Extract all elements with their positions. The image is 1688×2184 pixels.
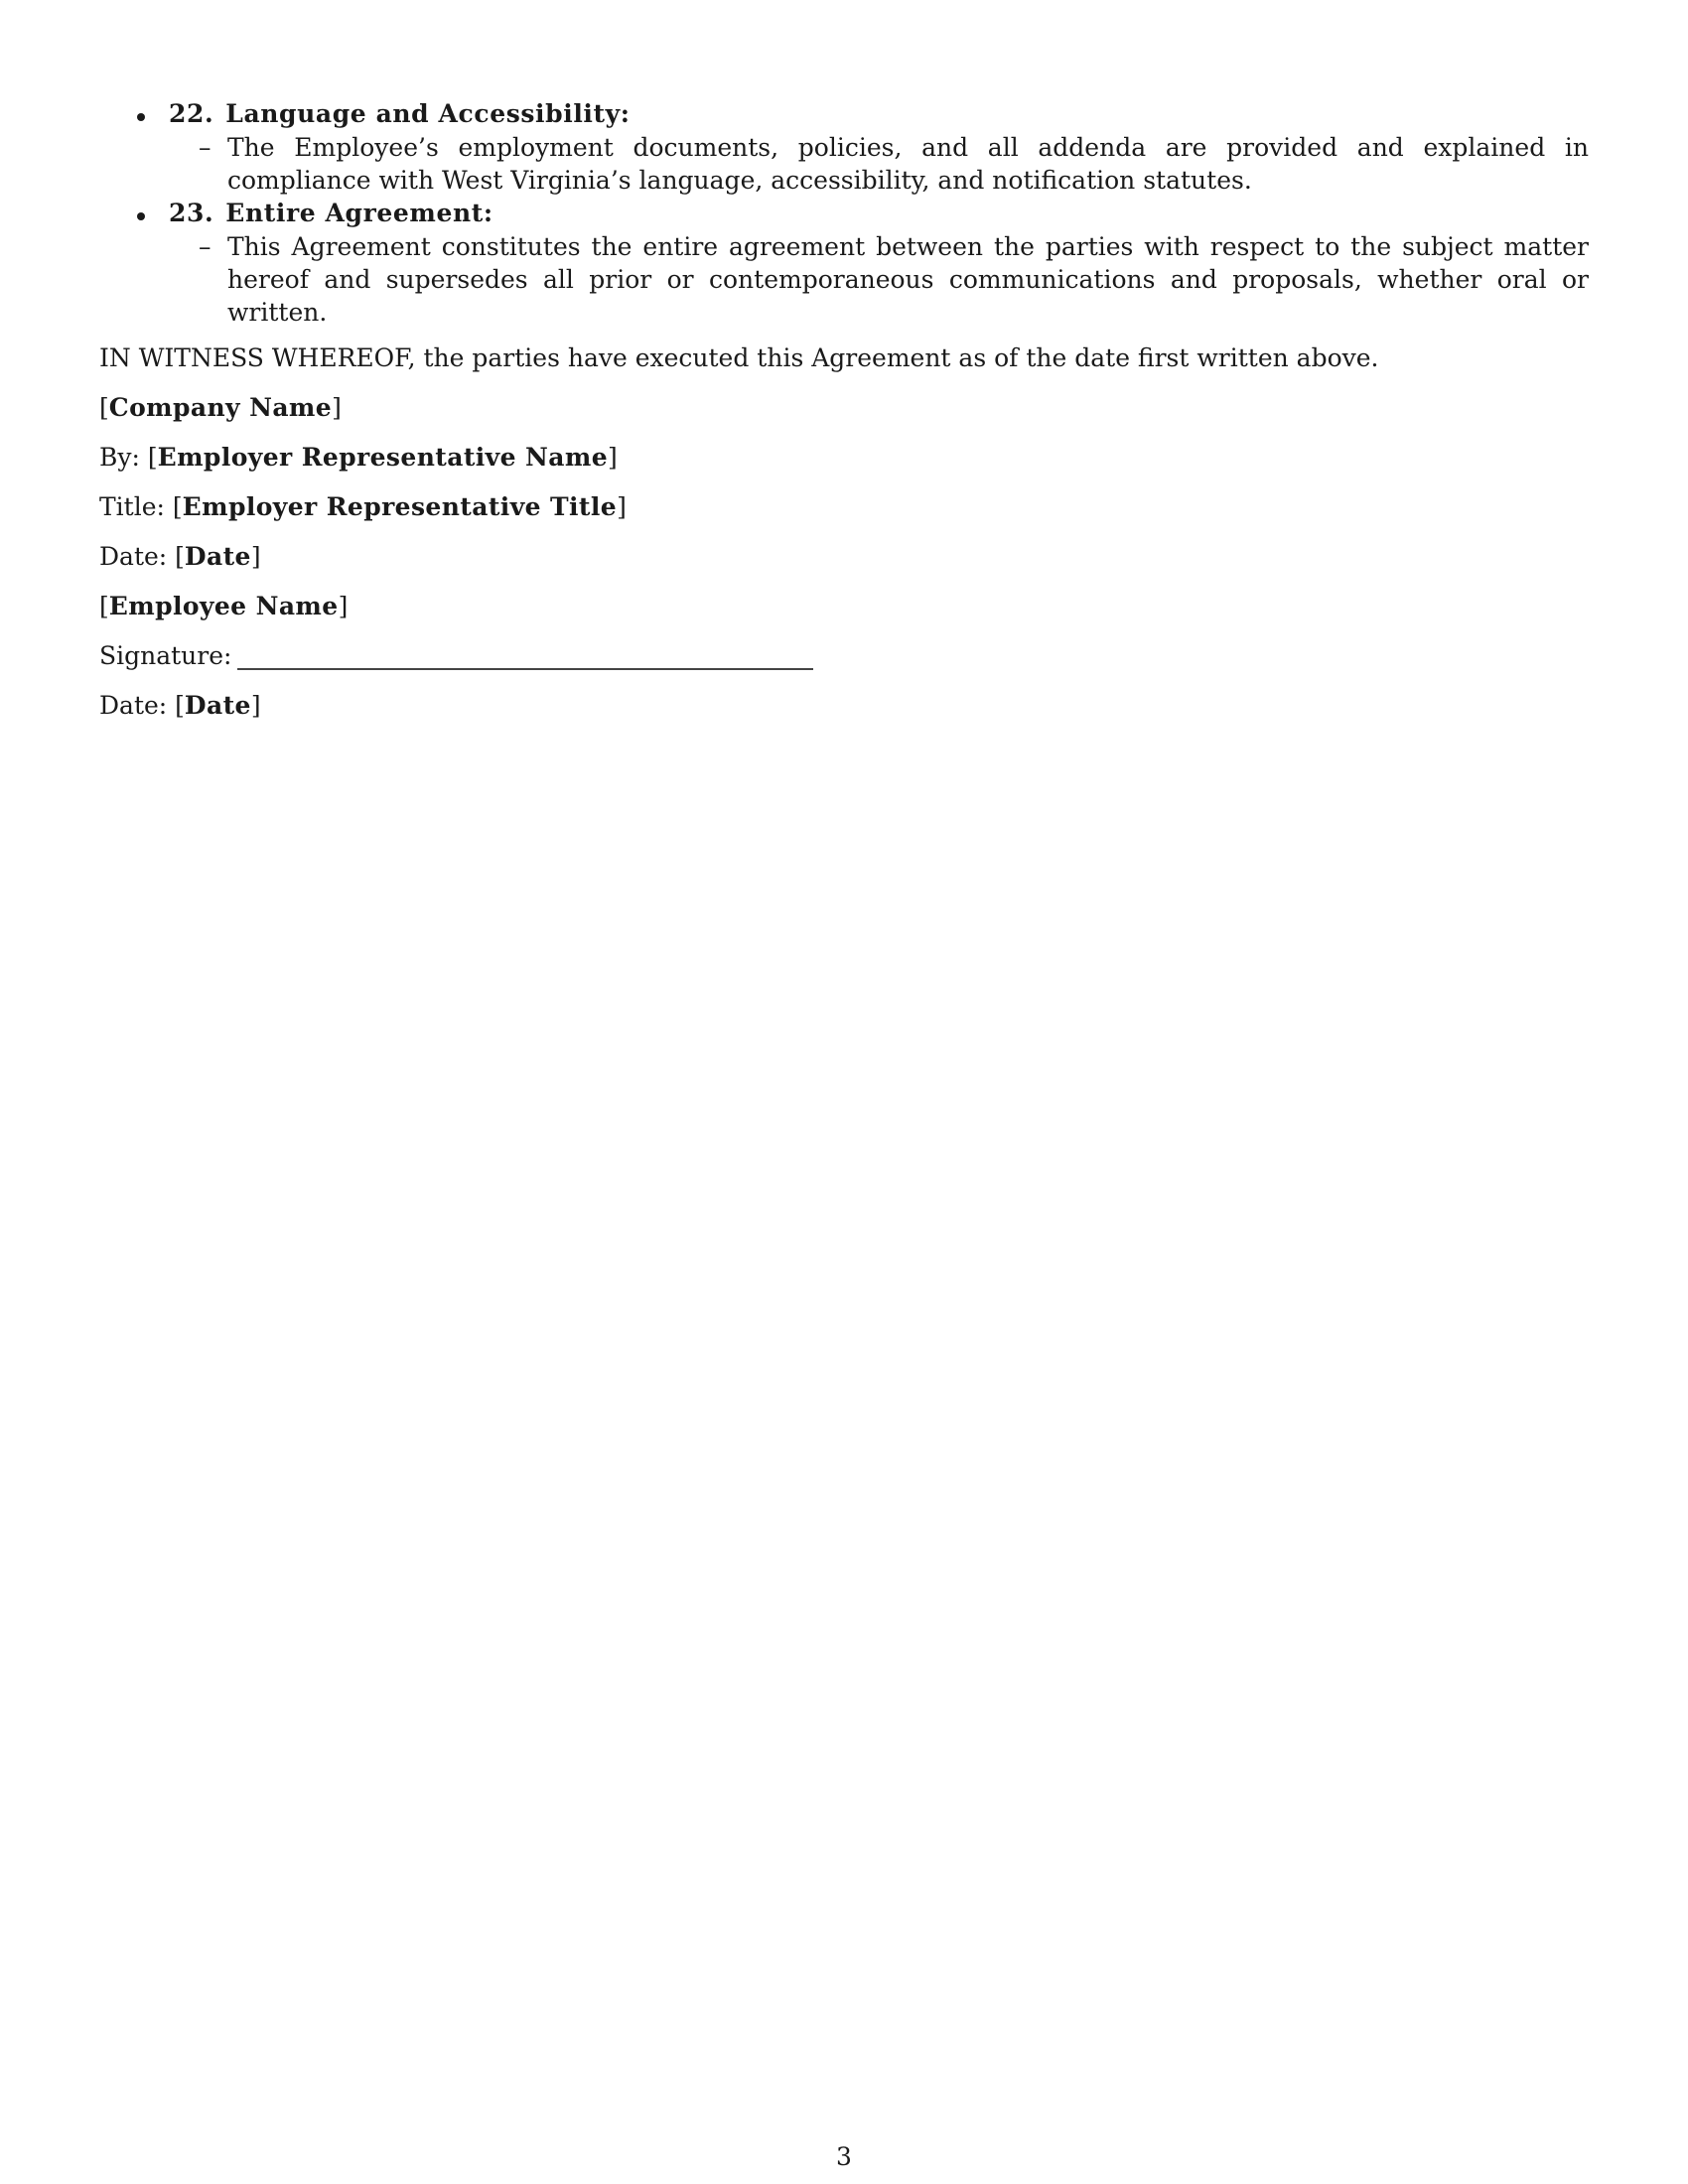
bullet-icon bbox=[137, 113, 145, 121]
employee-name-line: [Employee Name] bbox=[99, 592, 349, 620]
title-label: Title: bbox=[99, 492, 165, 521]
clause-heading bbox=[169, 97, 1589, 131]
employee-name: Employee Name bbox=[108, 592, 339, 620]
employer-rep-title: Employer Representative Title bbox=[182, 492, 618, 521]
bullet-icon bbox=[137, 212, 145, 220]
dash-icon: – bbox=[199, 232, 211, 261]
employee-date: Date bbox=[184, 691, 251, 720]
witness-paragraph: IN WITNESS WHEREOF, the parties have executed this Agreement as of the date first written above. bbox=[99, 343, 1379, 372]
employer-by-line: By: [Employer Representative Name] bbox=[99, 443, 618, 472]
signature-label: Signature: bbox=[99, 641, 232, 670]
page-number: 3 bbox=[836, 2142, 852, 2171]
employer-date-line: Date: [Date] bbox=[99, 542, 261, 571]
employer-rep-name: Employer Representative Name bbox=[157, 443, 609, 472]
clause-subitem bbox=[169, 230, 1589, 329]
employer-date: Date bbox=[184, 542, 251, 571]
company-name-line: [Company Name] bbox=[99, 393, 342, 422]
document-page bbox=[99, 97, 1589, 722]
by-label: By: bbox=[99, 443, 140, 472]
employee-signature-line bbox=[99, 639, 1589, 672]
date-label: Date: bbox=[99, 542, 168, 571]
dash-icon: – bbox=[199, 133, 211, 162]
clause-title: Entire Agreement: bbox=[225, 199, 493, 227]
date-label: Date: bbox=[99, 691, 168, 720]
clause-item bbox=[99, 97, 1589, 197]
signature-blank[interactable] bbox=[237, 668, 813, 670]
clause-number: 22. bbox=[169, 99, 214, 128]
clause-title: Language and Accessibility: bbox=[225, 99, 631, 128]
clause-number: 23. bbox=[169, 199, 214, 227]
clause-heading bbox=[169, 197, 1589, 230]
clause-subitem bbox=[169, 131, 1589, 197]
employer-title-line: Title: [Employer Representative Title] bbox=[99, 492, 627, 521]
employee-date-line: Date: [Date] bbox=[99, 691, 261, 720]
clause-item bbox=[99, 197, 1589, 329]
clause-text: This Agreement constitutes the entire agreement between the parties with respect to the subject matter hereof and supersedes all prior or contemporaneous communications and proposals, whether oral or written. bbox=[227, 232, 1589, 327]
company-name: Company Name bbox=[108, 393, 333, 422]
clause-text: The Employee’s employment documents, policies, and all addenda are provided and explained in compliance with West Virginia’s language, accessibility, and notification statutes. bbox=[227, 133, 1589, 195]
